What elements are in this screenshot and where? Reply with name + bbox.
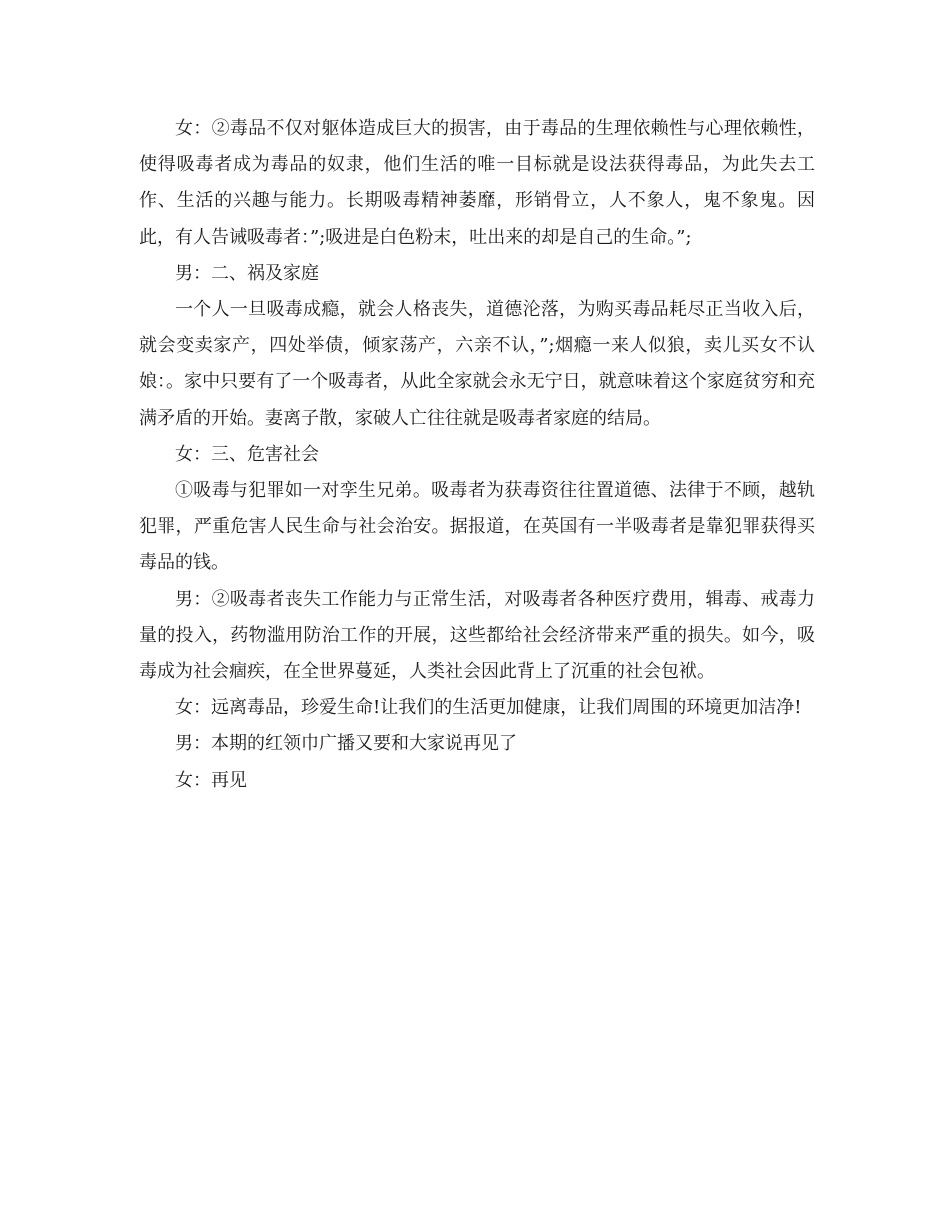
paragraph-female-drug-harm-body: 女：②毒品不仅对躯体造成巨大的损害，由于毒品的生理依赖性与心理依赖性，使得吸毒者成为毒品的奴隶，他们生活的唯一目标就是设法获得毒品，为此失去工作、生活的兴趣与能力。长期吸毒精神萎靡，形销骨立，人不象人，鬼不象鬼。因此，有人告诫吸毒者：”;吸进是白色粉末，吐出来的却是自己的生命。”; xyxy=(139,118,815,248)
document-page xyxy=(139,111,815,799)
paragraph-crime: ①吸毒与犯罪如一对孪生兄弟。吸毒者为获毒资往往置道德、法律于不顾，越轨犯罪，严重危害人民生命与社会治安。据报道，在英国有一半吸毒者是靠犯罪获得买毒品的钱。 xyxy=(139,480,815,574)
paragraph-economic-loss: 男：②吸毒者丧失工作能力与正常生活，对吸毒者各种医疗费用，辑毒、戒毒力量的投入，药物滥用防治工作的开展，这些都给社会经济带来严重的损失。如今，吸毒成为社会痼疾，在全世界蔓延，人类社会因此背上了沉重的社会包袱。 xyxy=(139,588,815,683)
paragraph-farewell-female: 女：再见 xyxy=(175,769,247,791)
paragraph-cherish-life: 女：远离毒品，珍爱生命!让我们的生活更加健康，让我们周围的环境更加洁净! xyxy=(175,697,802,719)
paragraph-heading-society: 女：三、危害社会 xyxy=(175,443,319,465)
paragraph-heading-family: 男：二、祸及家庭 xyxy=(175,262,319,284)
paragraph-farewell-male: 男：本期的红领巾广播又要和大家说再见了 xyxy=(175,733,517,755)
paragraph-family-harm: 一个人一旦吸毒成瘾，就会人格丧失，道德沦落，为购买毒品耗尽正当收入后，就会变卖家产，四处举债，倾家荡产，六亲不认，”;烟瘾一来人似狼，卖儿买女不认娘：。家中只要有了一个吸毒者，从此全家就会永无宁日，就意味着这个家庭贫穷和充满矛盾的开始。妻离子散，家破人亡往往就是吸毒者家庭的结局。 xyxy=(139,299,815,429)
